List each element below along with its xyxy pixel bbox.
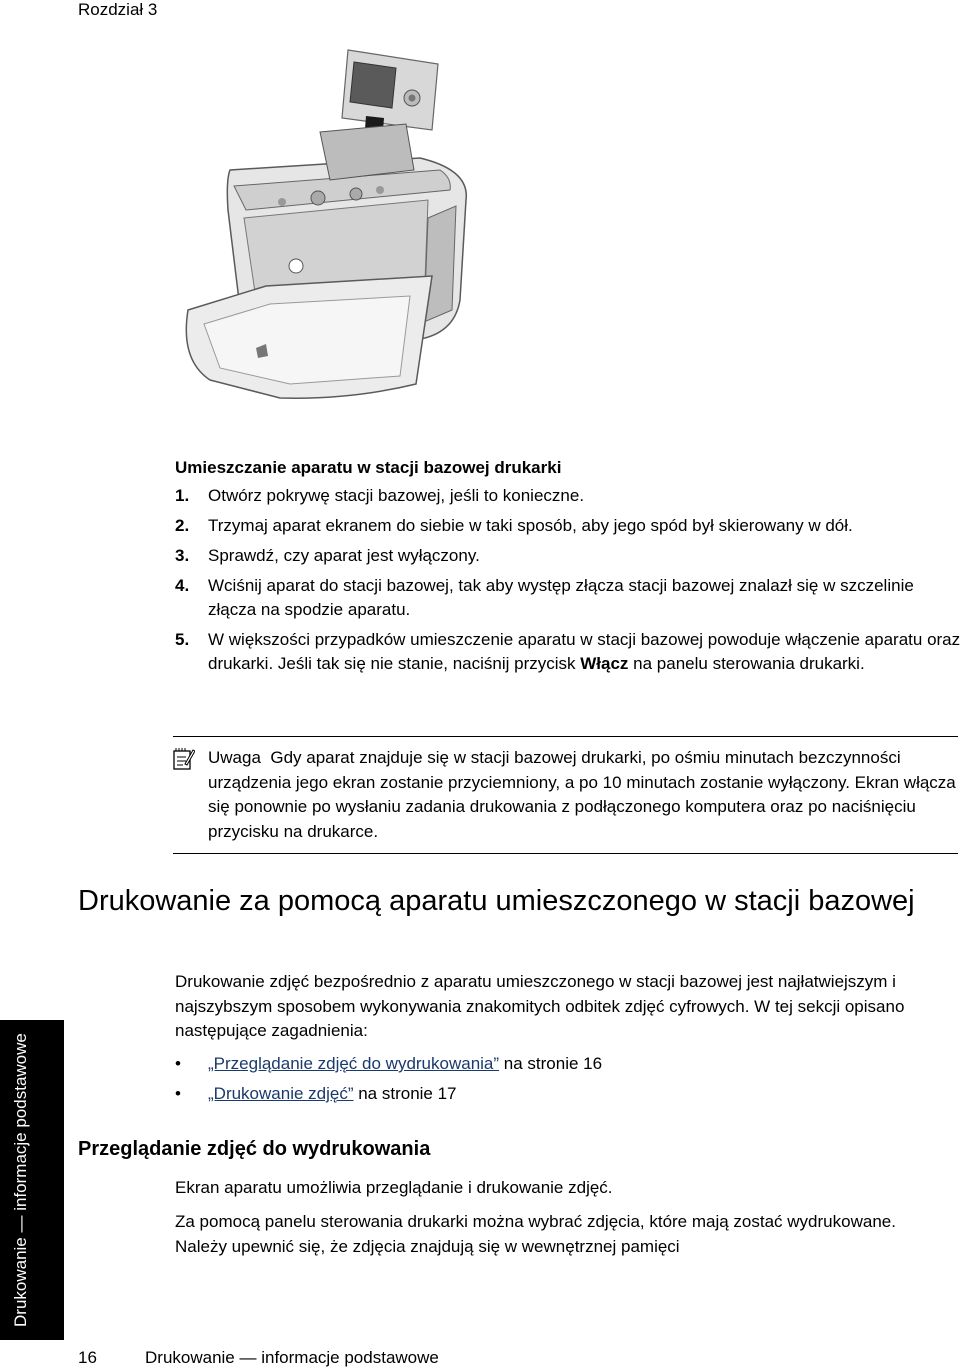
subsection-heading: Przeglądanie zdjęć do wydrukowania xyxy=(78,1138,431,1160)
link-przegladanie-zdjec[interactable]: „Przeglądanie zdjęć do wydrukowania” xyxy=(208,1054,500,1073)
placement-steps-list xyxy=(175,484,960,682)
running-header-chapter: Rozdział 3 xyxy=(78,0,158,19)
page-reference: na stronie 16 xyxy=(499,1054,603,1073)
step-item xyxy=(175,544,960,568)
step-item xyxy=(175,574,960,622)
side-tab-label: Drukowanie — informacje podstawowe xyxy=(11,1033,30,1327)
printer-camera-illustration xyxy=(170,40,490,430)
note-label: Uwaga xyxy=(208,748,261,767)
step-text: Otwórz pokrywę stacji bazowej, jeśli to konieczne. xyxy=(208,486,585,505)
step-text-after: na panelu sterowania drukarki. xyxy=(628,654,865,673)
bullet: • xyxy=(175,1054,181,1073)
page-reference: na stronie 17 xyxy=(353,1084,457,1103)
step-number: 1. xyxy=(175,486,190,505)
step-number: 5. xyxy=(175,630,190,649)
subsection-paragraph-2: Za pomocą panelu sterowania drukarki można wybrać zdjęcia, które mają zostać wydrukowane. Należy upewnić się, że zdjęcia znajdują się w wewnętrznej pamięci xyxy=(175,1212,896,1256)
section-intro: Drukowanie zdjęć bezpośrednio z aparatu umieszczonego w stacji bazowej jest najłatwiejszym i najszybszym sposobem wykonywania znakomitych odbitek zdjęć cyfrowych. W tej sekcji opisano następujące zagadnienia: xyxy=(175,972,905,1040)
section-heading: Drukowanie za pomocą aparatu umieszczonego w stacji bazowej xyxy=(78,885,915,917)
step-text: Trzymaj aparat ekranem do siebie w taki sposób, aby jego spód był skierowany w dół. xyxy=(208,516,853,535)
note-pencil-icon xyxy=(173,747,195,771)
note-body: Gdy aparat znajduje się w stacji bazowej drukarki, po ośmiu minutach bezczynności urządzenia jego ekran zostanie przyciemniony, a po 10 minutach zostanie wyłączony. Ekran włącza się ponownie po wysłaniu zadania drukowania z podłączonego komputera oraz po naciśnięciu przycisku na drukarce. xyxy=(208,748,956,841)
placement-section-title: Umieszczanie aparatu w stacji bazowej drukarki xyxy=(175,458,562,477)
step-text: Wciśnij aparat do stacji bazowej, tak aby występ złącza stacji bazowej znalazł się w szczelinie złącza na spodzie aparatu. xyxy=(208,576,914,619)
subsection-paragraph-1: Ekran aparatu umożliwia przeglądanie i drukowanie zdjęć. xyxy=(175,1178,613,1197)
note-box xyxy=(173,736,958,854)
step-item xyxy=(175,628,960,676)
step-number: 3. xyxy=(175,546,190,565)
step-text-before: W większości przypadków umieszczenie aparatu w stacji bazowej powoduje włączenie aparatu oraz drukarki. Jeśli tak się nie stanie, naciśnij przycisk xyxy=(208,630,960,673)
step-number: 4. xyxy=(175,576,190,595)
chapter-side-tab xyxy=(0,1020,64,1340)
page-number: 16 xyxy=(78,1348,97,1367)
step-text: Sprawdź, czy aparat jest wyłączony. xyxy=(208,546,480,565)
topic-links-list xyxy=(175,1052,602,1112)
step-item xyxy=(175,514,960,538)
step-item xyxy=(175,484,960,508)
list-item xyxy=(175,1082,602,1112)
link-drukowanie-zdjec[interactable]: „Drukowanie zdjęć” xyxy=(208,1084,354,1103)
footer-chapter-title: Drukowanie — informacje podstawowe xyxy=(145,1348,439,1367)
power-button-name: Włącz xyxy=(580,654,629,673)
list-item xyxy=(175,1052,602,1082)
note-text xyxy=(208,746,958,844)
step-number: 2. xyxy=(175,516,190,535)
bullet: • xyxy=(175,1084,181,1103)
